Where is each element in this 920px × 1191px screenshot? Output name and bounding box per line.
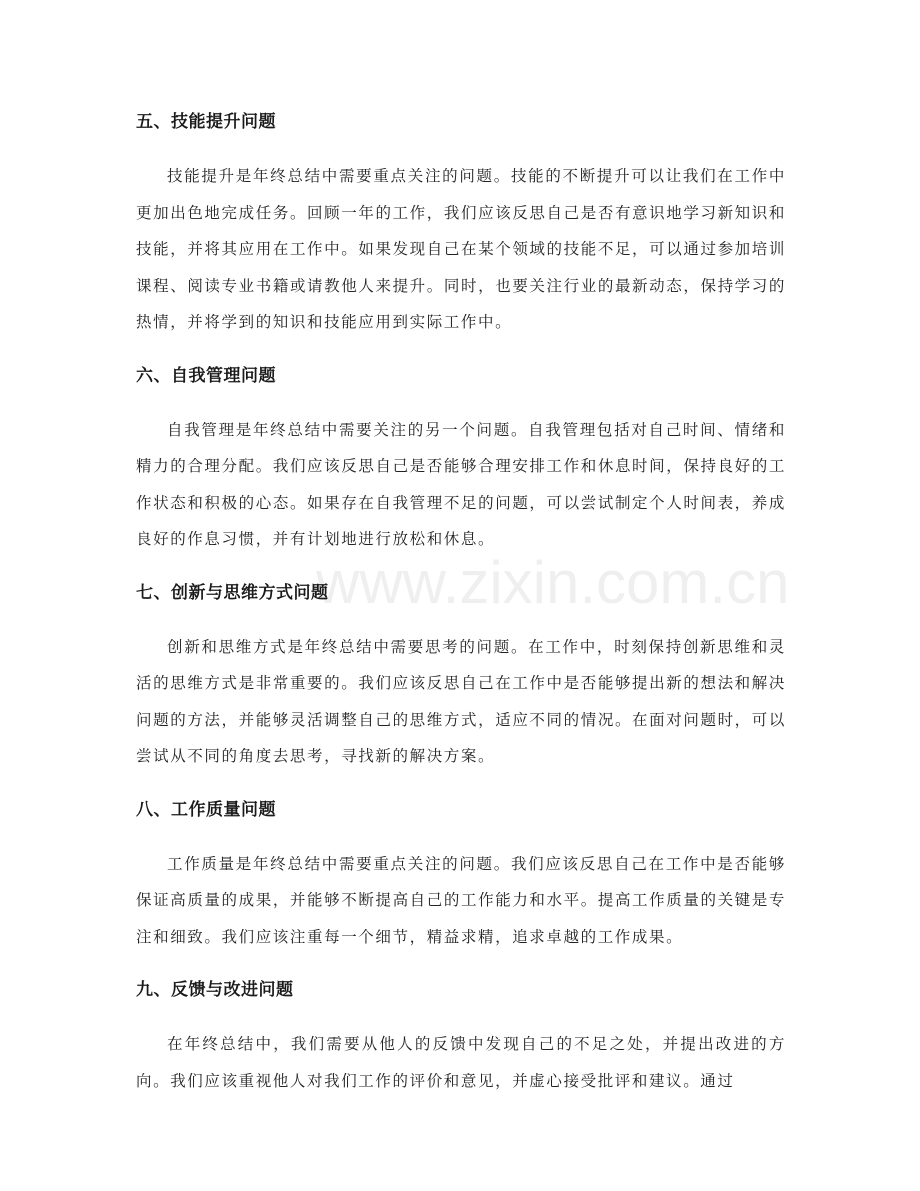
document-body	[136, 104, 786, 1116]
section-skill-improvement	[136, 104, 786, 341]
section-work-quality	[136, 792, 786, 956]
section-paragraph: 创新和思维方式是年终总结中需要思考的问题。在工作中，时刻保持创新思维和灵活的思维方式是非常重要的。我们应该反思自己在工作中是否能够提出新的想法和解决问题的方法，并能够灵活调整自己的思维方式，适应不同的情况。在面对问题时，可以尝试从不同的角度去思考，寻找新的解决方案。	[136, 637, 786, 765]
section-paragraph: 在年终总结中，我们需要从他人的反馈中发现自己的不足之处，并提出改进的方向。我们应该重视他人对我们工作的评价和意见，并虚心接受批评和建议。通过	[136, 1035, 786, 1090]
section-paragraph: 技能提升是年终总结中需要重点关注的问题。技能的不断提升可以让我们在工作中更加出色地完成任务。回顾一年的工作，我们应该反思自己是否有意识地学习新知识和技能，并将其应用在工作中。如果发现自己在某个领域的技能不足，可以通过参加培训课程、阅读专业书籍或请教他人来提升。同时，也要关注行业的最新动态，保持学习的热情，并将学到的知识和技能应用到实际工作中。	[136, 167, 786, 331]
section-paragraph: 自我管理是年终总结中需要关注的另一个问题。自我管理包括对自己时间、情绪和精力的合理分配。我们应该反思自己是否能够合理安排工作和休息时间，保持良好的工作状态和积极的心态。如果存在自我管理不足的问题，可以尝试制定个人时间表，养成良好的作息习惯，并有计划地进行放松和休息。	[136, 420, 786, 548]
section-heading: 六、自我管理问题	[136, 365, 276, 386]
section-heading: 五、技能提升问题	[136, 112, 276, 132]
section-self-management	[136, 358, 786, 558]
section-heading: 九、反馈与改进问题	[136, 980, 294, 1000]
section-feedback-improvement	[136, 972, 786, 1099]
section-paragraph: 工作质量是年终总结中需要重点关注的问题。我们应该反思自己在工作中是否能够保证高质量的成果，并能够不断提高自己的工作能力和水平。提高工作质量的关键是专注和细致。我们应该注重每一个细节，精益求精，追求卓越的工作成果。	[136, 854, 786, 946]
section-innovation-thinking	[136, 575, 786, 775]
section-heading: 八、工作质量问题	[136, 799, 276, 820]
section-heading: 七、创新与思维方式问题	[136, 582, 329, 603]
watermark: www.zixin.com.cn	[316, 549, 790, 616]
